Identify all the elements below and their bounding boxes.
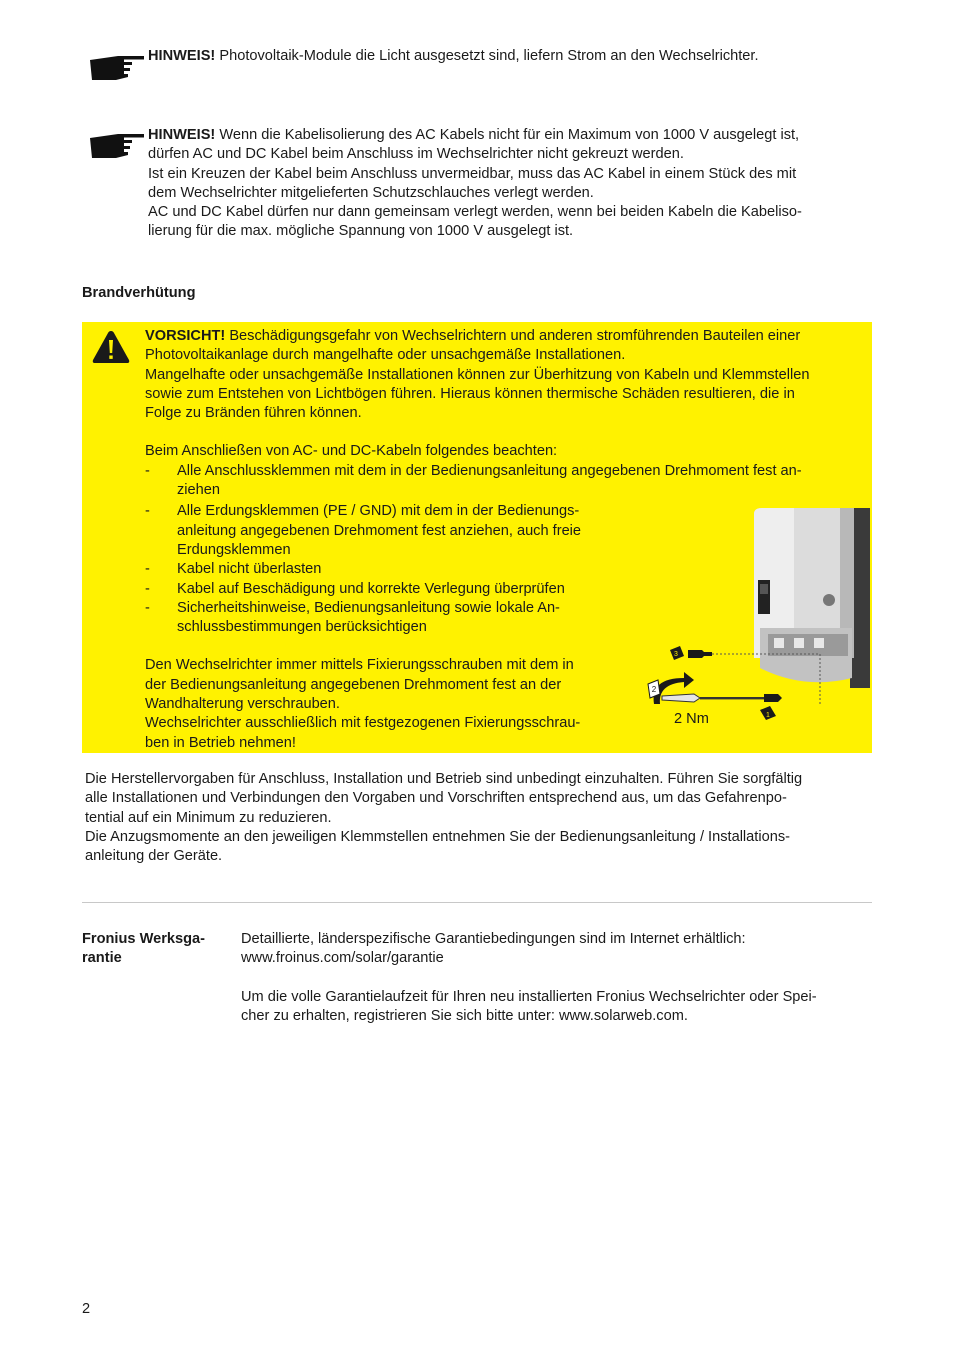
note-1-label: HINWEIS!	[148, 48, 216, 64]
list-dash: -	[145, 561, 150, 578]
list-line: Kabel nicht überlasten	[177, 561, 322, 578]
section-heading: Brandverhütung	[82, 285, 196, 301]
warning-intro-line: Beschädigungsgefahr von Wechselrichtern und anderen stromführenden Bauteilen einer	[225, 328, 801, 344]
warranty-title-line: rantie	[82, 950, 122, 967]
body-line: Die Herstellervorgaben für Anschluss, Installation und Betrieb sind unbedingt einzuhalten. Führen Sie sorgfältig	[85, 771, 803, 787]
torque-label: 2 Nm	[674, 711, 709, 727]
pointing-hand-icon	[88, 50, 146, 84]
body-paragraph	[85, 770, 875, 866]
warning-box	[82, 322, 872, 753]
note-2-line: lierung für die max. mögliche Spannung von 1000 V ausgelegt ist.	[148, 223, 574, 240]
warranty-title-line: Fronius Werksga-	[82, 931, 205, 947]
list-dash: -	[145, 503, 150, 520]
warranty-line: cher zu erhalten, registrieren Sie sich bitte unter: www.solarweb.com.	[241, 1007, 688, 1024]
list-line: schlussbestimmungen berücksichtigen	[177, 619, 427, 636]
warning-closing-line: Wechselrichter ausschließlich mit festgezogenen Fixierungsschrau-	[145, 715, 581, 732]
warning-intro-line: Photovoltaikanlage durch mangelhafte oder unsachgemäße Installationen.	[145, 347, 626, 364]
warning-triangle-icon	[91, 329, 131, 365]
warning-closing-line: ben in Betrieb nehmen!	[145, 734, 296, 751]
body-line: alle Installationen und Verbindungen den Vorgaben und Vorschriften entsprechend aus, um das Gefahrenpo-	[85, 790, 787, 807]
inverter-illustration	[644, 508, 870, 730]
step-marker-2: 2	[651, 685, 657, 694]
note-1-line: Photovoltaik-Module die Licht ausgesetzt sind, liefern Strom an den Wechselrichter.	[215, 48, 759, 64]
list-dash: -	[145, 462, 150, 479]
note-2-line: Ist ein Kreuzen der Kabel beim Anschluss unvermeidbar, muss das AC Kabel in einem Stück des mit	[148, 165, 797, 182]
warranty-link[interactable]: www.froinus.com/solar/garantie	[241, 950, 444, 967]
pointing-hand-icon	[88, 128, 146, 162]
warranty-body	[241, 930, 875, 1026]
page-number: 2	[82, 1301, 91, 1317]
note-2-line: dem Wechselrichter mitgelieferten Schutzschlauches verlegt werden.	[148, 184, 594, 201]
body-line: Die Anzugsmomente an den jeweiligen Klemmstellen entnehmen Sie der Bedienungsanleitung / Installations-	[85, 828, 790, 845]
warning-closing-line: Wandhalterung verschrauben.	[145, 696, 340, 713]
warning-closing-line: der Bedienungsanleitung angegebenen Drehmoment fest an der	[145, 676, 562, 693]
section-divider	[82, 902, 872, 903]
warning-label: VORSICHT!	[145, 328, 226, 344]
list-line: Alle Anschlussklemmen mit dem in der Bedienungsanleitung angegebenen Drehmoment fest an-	[177, 462, 802, 479]
step-marker-3: 3	[674, 651, 678, 658]
warranty-line: Detaillierte, länderspezifische Garantiebedingungen sind im Internet erhältlich:	[241, 931, 746, 947]
note-2-text	[148, 126, 874, 242]
list-line: Sicherheitshinweise, Bedienungsanleitung sowie lokale An-	[177, 599, 560, 616]
warning-closing-line: Den Wechselrichter immer mittels Fixierungsschrauben mit dem in	[145, 657, 574, 674]
step-marker-1: 1	[766, 712, 770, 719]
note-2-line: dürfen AC und DC Kabel beim Anschluss im Wechselrichter nicht gekreuzt werden.	[148, 146, 684, 163]
note-2-line: Wenn die Kabelisolierung des AC Kabels nicht für ein Maximum von 1000 V ausgelegt ist,	[215, 127, 800, 143]
list-line: Erdungsklemmen	[177, 541, 291, 558]
list-line: Kabel auf Beschädigung und korrekte Verlegung überprüfen	[177, 580, 565, 597]
warranty-title	[82, 930, 232, 969]
warning-intro-line: Folge zu Bränden führen können.	[145, 405, 362, 422]
note-1-text	[148, 47, 874, 66]
body-line: anleitung der Geräte.	[85, 848, 223, 865]
warning-intro-line: Mangelhafte oder unsachgemäße Installationen können zur Überhitzung von Kabeln und Klemmstellen	[145, 366, 810, 383]
body-line: tential auf ein Minimum zu reduzieren.	[85, 809, 332, 826]
list-dash: -	[145, 599, 150, 616]
list-item	[145, 462, 870, 501]
list-line: Alle Erdungsklemmen (PE / GND) mit dem in der Bedienungs-	[177, 503, 580, 520]
warranty-line: Um die volle Garantielaufzeit für Ihren neu installierten Fronius Wechselrichter oder Spei-	[241, 988, 817, 1005]
warning-list-intro: Beim Anschließen von AC- und DC-Kabeln folgendes beachten:	[145, 443, 558, 460]
list-line: ziehen	[177, 482, 221, 499]
warning-intro-line: sowie zum Entstehen von Lichtbögen führen. Hieraus können thermische Schäden resultieren, die in	[145, 385, 795, 402]
note-2-line: AC und DC Kabel dürfen nur dann gemeinsam verlegt werden, wenn bei beiden Kabeln die Kabeliso-	[148, 204, 802, 221]
note-2-label: HINWEIS!	[148, 127, 216, 143]
list-dash: -	[145, 580, 150, 597]
list-line: anleitung angegebenen Drehmoment fest anziehen, auch freie	[177, 522, 582, 539]
